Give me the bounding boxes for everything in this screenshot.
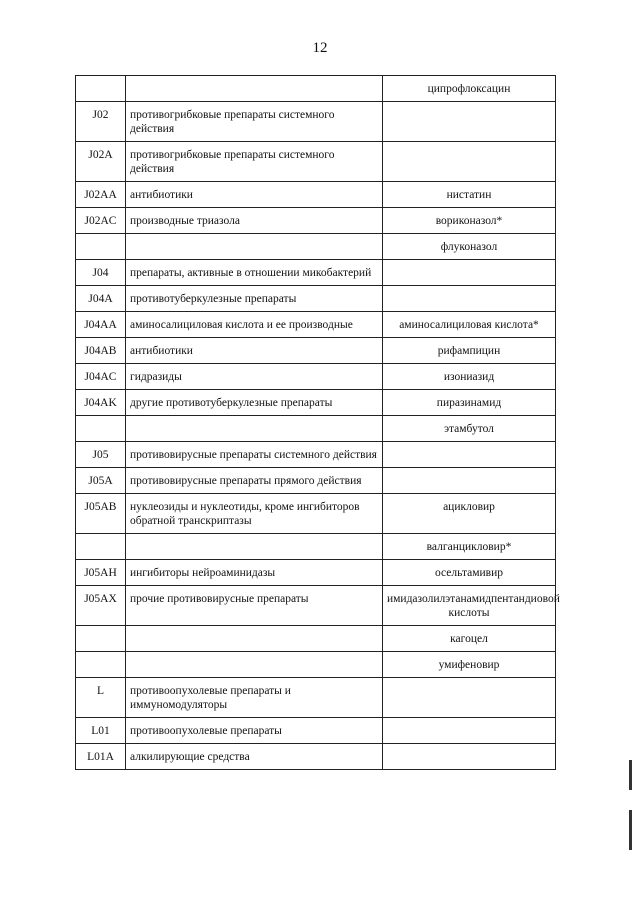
atc-code-cell bbox=[76, 534, 126, 560]
table-row bbox=[76, 182, 556, 208]
atc-code-cell: J05AH bbox=[76, 560, 126, 586]
table-row bbox=[76, 208, 556, 234]
table-row bbox=[76, 652, 556, 678]
scan-edge-mark bbox=[629, 760, 632, 790]
scan-edge-mark bbox=[629, 810, 632, 850]
group-name-cell: гидразиды bbox=[126, 364, 383, 390]
group-name-cell bbox=[126, 534, 383, 560]
table-row bbox=[76, 338, 556, 364]
group-name-cell bbox=[126, 416, 383, 442]
table-row bbox=[76, 468, 556, 494]
drug-name-cell bbox=[383, 260, 556, 286]
drug-name-cell: ципрофлоксацин bbox=[383, 76, 556, 102]
atc-code-cell bbox=[76, 76, 126, 102]
group-name-cell: противогрибковые препараты системного действия bbox=[126, 142, 383, 182]
table-row bbox=[76, 234, 556, 260]
table-row bbox=[76, 390, 556, 416]
drug-name-cell: аминосалициловая кислота* bbox=[383, 312, 556, 338]
atc-code-cell: J02AC bbox=[76, 208, 126, 234]
drug-name-cell: валганцикловир* bbox=[383, 534, 556, 560]
atc-code-cell: J04AC bbox=[76, 364, 126, 390]
atc-code-cell: L01 bbox=[76, 718, 126, 744]
group-name-cell: противотуберкулезные препараты bbox=[126, 286, 383, 312]
atc-code-cell bbox=[76, 234, 126, 260]
table-row bbox=[76, 560, 556, 586]
drug-name-cell: кагоцел bbox=[383, 626, 556, 652]
group-name-cell: препараты, активные в отношении микобактерий bbox=[126, 260, 383, 286]
drug-name-cell bbox=[383, 286, 556, 312]
atc-code-cell bbox=[76, 416, 126, 442]
group-name-cell: прочие противовирусные препараты bbox=[126, 586, 383, 626]
group-name-cell: нуклеозиды и нуклеотиды, кроме ингибиторов обратной транскриптазы bbox=[126, 494, 383, 534]
medication-table bbox=[75, 75, 560, 770]
group-name-cell: антибиотики bbox=[126, 182, 383, 208]
drug-name-cell bbox=[383, 102, 556, 142]
group-name-cell: аминосалициловая кислота и ее производные bbox=[126, 312, 383, 338]
table-row bbox=[76, 142, 556, 182]
drug-name-cell: флуконазол bbox=[383, 234, 556, 260]
drug-name-cell: этамбутол bbox=[383, 416, 556, 442]
drug-name-cell bbox=[383, 468, 556, 494]
drug-name-cell: ацикловир bbox=[383, 494, 556, 534]
atc-code-cell: J05 bbox=[76, 442, 126, 468]
atc-code-cell: J04A bbox=[76, 286, 126, 312]
atc-code-cell: J02A bbox=[76, 142, 126, 182]
drug-name-cell bbox=[383, 142, 556, 182]
drug-name-cell: вориконазол* bbox=[383, 208, 556, 234]
group-name-cell: противовирусные препараты прямого действия bbox=[126, 468, 383, 494]
drug-name-cell bbox=[383, 718, 556, 744]
table-row bbox=[76, 678, 556, 718]
atc-code-cell: L01A bbox=[76, 744, 126, 770]
atc-code-cell: J02 bbox=[76, 102, 126, 142]
drug-name-cell bbox=[383, 744, 556, 770]
atc-code-cell: L bbox=[76, 678, 126, 718]
drug-name-cell bbox=[383, 678, 556, 718]
table-row bbox=[76, 102, 556, 142]
drug-name-cell: нистатин bbox=[383, 182, 556, 208]
group-name-cell: противоопухолевые препараты и иммуномодуляторы bbox=[126, 678, 383, 718]
table-row bbox=[76, 312, 556, 338]
drug-name-cell bbox=[383, 442, 556, 468]
group-name-cell: противовирусные препараты системного действия bbox=[126, 442, 383, 468]
drug-name-cell: рифампицин bbox=[383, 338, 556, 364]
table-row bbox=[76, 76, 556, 102]
table-row bbox=[76, 626, 556, 652]
atc-code-cell: J04AK bbox=[76, 390, 126, 416]
group-name-cell: алкилирующие средства bbox=[126, 744, 383, 770]
atc-code-cell: J05A bbox=[76, 468, 126, 494]
medication-table-body bbox=[76, 76, 560, 770]
atc-code-cell: J04AB bbox=[76, 338, 126, 364]
table-row bbox=[76, 364, 556, 390]
group-name-cell bbox=[126, 652, 383, 678]
atc-code-cell bbox=[76, 626, 126, 652]
group-name-cell: противоопухолевые препараты bbox=[126, 718, 383, 744]
atc-code-cell: J02AA bbox=[76, 182, 126, 208]
drug-name-cell: пиразинамид bbox=[383, 390, 556, 416]
table-row bbox=[76, 442, 556, 468]
group-name-cell: ингибиторы нейроаминидазы bbox=[126, 560, 383, 586]
table-row bbox=[76, 534, 556, 560]
atc-code-cell: J05AB bbox=[76, 494, 126, 534]
atc-code-cell: J05AX bbox=[76, 586, 126, 626]
table-row bbox=[76, 744, 556, 770]
atc-code-cell bbox=[76, 652, 126, 678]
table-row bbox=[76, 718, 556, 744]
group-name-cell: противогрибковые препараты системного действия bbox=[126, 102, 383, 142]
drug-name-cell: осельтамивир bbox=[383, 560, 556, 586]
drug-name-cell: имидазолилэтанамидпентандиовой кислоты bbox=[383, 586, 556, 626]
page-number: 12 bbox=[312, 40, 328, 56]
table-row bbox=[76, 286, 556, 312]
group-name-cell: другие противотуберкулезные препараты bbox=[126, 390, 383, 416]
drug-name-cell: умифеновир bbox=[383, 652, 556, 678]
table-row bbox=[76, 586, 556, 626]
table-row bbox=[76, 260, 556, 286]
drug-name-cell: изониазид bbox=[383, 364, 556, 390]
table-row bbox=[76, 416, 556, 442]
group-name-cell bbox=[126, 626, 383, 652]
atc-code-cell: J04AA bbox=[76, 312, 126, 338]
atc-code-cell: J04 bbox=[76, 260, 126, 286]
table-row bbox=[76, 494, 556, 534]
group-name-cell: производные триазола bbox=[126, 208, 383, 234]
group-name-cell bbox=[126, 76, 383, 102]
group-name-cell bbox=[126, 234, 383, 260]
group-name-cell: антибиотики bbox=[126, 338, 383, 364]
